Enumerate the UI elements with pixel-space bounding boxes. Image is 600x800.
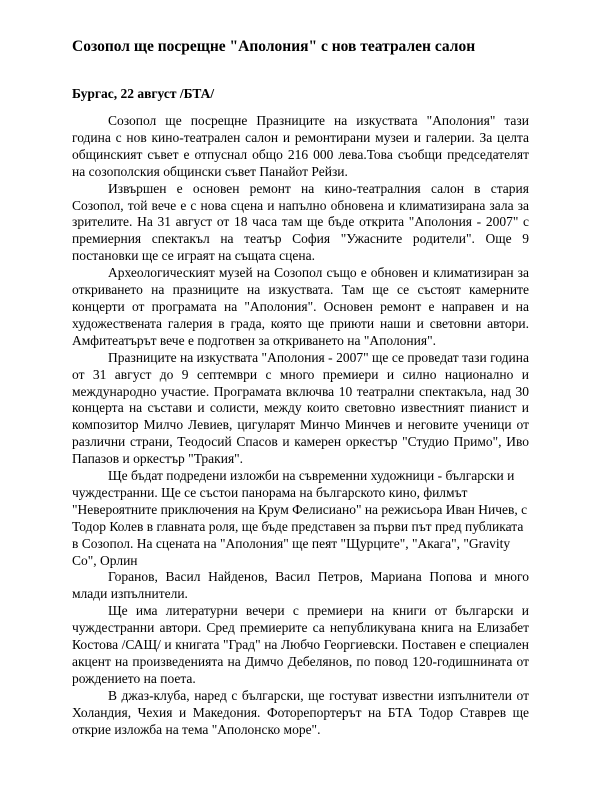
paragraph: Созопол ще посрещне Празниците на изкуствата "Аполония" тази година с нов кино-театрален салон и ремонтирани музеи и галерии. За целта общинският съвет е отпуснал общо 216 000 лева.Това съобщи председателят на созополския общински съвет Панайот Рейзи. xyxy=(72,113,529,179)
paragraph: Извършен е основен ремонт на кино-театралния салон в стария Созопол, той вече е с нова сцена и напълно обновена и климатизирана зала за зрителите. На 31 август от 18 часа там ще бъде открита "Аполония - 2007" с премиерния спектакъл на театър София "Ужасните родители". Още 9 постановки ще се играят на същата сцена. xyxy=(72,180,529,264)
article-body xyxy=(72,113,529,739)
paragraph: Празниците на изкуствата "Аполония - 2007" ще се проведат тази година от 31 август до 9 септември с много премиери и силно национално и международно участие. Програмата включва 10 театрални спектакъла, над 30 концерта на състави и солисти, между които световно известният пианист и композитор Милчо Левиев, цигуларят Минчо Минчев и неговите ученици от различни страни, Теодосий Спасов и камерен оркестър "Студио Примо", Иво Папазов и оркестър "Тракия". xyxy=(72,349,529,467)
paragraph: Ще има литературни вечери с премиери на книги от български и чуждестранни автори. Сред премиерите са непубликувана книга на Елизабет Костова /САЩ/ и книгата "Град" на Любчо Георгиевски. Поставен е специален акцент на произведенията на Димчо Дебелянов, по повод 120-годишнината от рождението на поета. xyxy=(72,603,529,686)
article-title: Созопол ще посрещне "Аполония" с нов театрален салон xyxy=(72,38,476,55)
dateline: Бургас, 22 август /БТА/ xyxy=(72,86,215,101)
paragraph: Археологическият музей на Созопол също е обновен и климатизиран за откриването на празниците на изкуствата. Там ще се състоят камерните концерти от програмата на "Аполония". Основен ремонт е направен и на художествената галерия в града, която ще приюти наши и световни автори. Амфитеатърът вече е подготвен за откриването на "Аполония". xyxy=(72,265,529,348)
paragraph: В джаз-клуба, наред с български, ще гостуват известни изпълнители от Холандия, Чехия и Македония. Фоторепортерът на БТА Тодор Ставрев ще открие изложба на тема "Аполонско море". xyxy=(72,687,529,737)
paragraph: Ще бъдат подредени изложби на съвременни художници - български и чуждестранни. Ще се състои панорама на българското кино, филмът "Невероятните приключения на Крум Фелисиано" на режисьора Иван Ничев, с Тодор Колев в главната роля, ще бъде представен за първи път пред публиката в Созопол. На сцената на "Аполония" ще пеят "Щурците", "Акага", "Gravity Co", Орлин xyxy=(72,468,528,568)
paragraph: Горанов, Васил Найденов, Васил Петров, Мариана Попова и много млади изпълнители. xyxy=(72,569,529,602)
